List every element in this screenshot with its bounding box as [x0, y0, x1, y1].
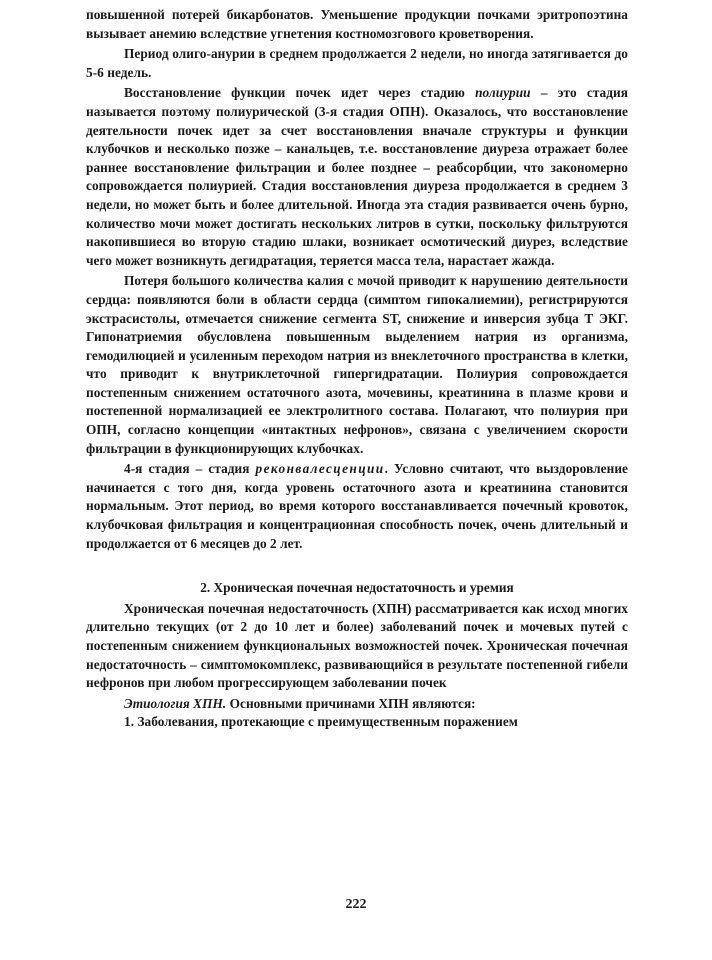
reconvalescence-term: реконвалесценции [255, 461, 385, 477]
etiology-body-text: Основными причинами ХПН являются: [226, 695, 476, 711]
polyuria-term: полиурии [475, 85, 531, 101]
paragraph-bicarbonate: повышенной потерей бикарбонатов. Уменьшение продукции почками эритропоэтина вызывает анемию вследствие угнетения костномозгового кроветворения. [86, 7, 628, 41]
paragraph-polyuria-stage [86, 84, 628, 270]
reconvalescence-intro-text: 4-я стадия – стадия [124, 461, 256, 477]
polyuria-intro-text: Восстановление функции почек идет через стадию [124, 85, 476, 101]
section-heading: 2. Хроническая почечная недостаточность и уремия [200, 580, 514, 596]
paragraph-reconvalescence [86, 460, 628, 553]
paragraph-etiology [86, 695, 628, 714]
page-number: 222 [345, 897, 367, 912]
paragraph-list-item-1: 1. Заболевания, протекающие с преимущественным поражением [124, 714, 518, 730]
paragraph-oliguria-period: Период олиго-анурии в среднем продолжается 2 недели, но иногда затягивается до 5-6 недель. [86, 46, 628, 80]
paragraph-chronic-definition: Хроническая почечная недостаточность (ХПН) рассматривается как исход многих длительно текущих (от 2 до 10 лет и более) заболеваний почек и мочевых путей с постепенным снижением функциональных возможностей почек. Хроническая почечная недостаточность – симптомокомплекс, развивающийся в результате постепенной гибели нефронов при любом прогрессирующем заболевании почек [86, 600, 628, 691]
page-body [86, 6, 628, 732]
paragraph-potassium-loss: Потеря большого количества калия с мочой приводит к нарушению деятельности сердца: появляются боли в области сердца (симптом гипокалиемии), регистрируются экстрасистолы, отмечается снижение сегмента ST, снижение и инверсия зубца Т ЭКГ. Гипонатриемия обусловлена повышенным выделением натрия из организма, гемодилюцией и усиленным переходом натрия из внеклеточного пространства в клетки, что приводит к внутриклеточной гипергидратации. Полиурия сопровождается постепенным снижением остаточного азота, мочевины, креатинина в плазме крови и постепенной нормализацией ее электролитного состава. Полагают, что полиурия при ОПН, согласно концепции «интактных нефронов», связана с увеличением скорости фильтрации в функционирующих клубочках. [86, 273, 628, 456]
reconvalescence-body-text: . Условно считают, что выздоровление начинается с того дня, когда уровень остаточного азота и креатинина становится нормальным. Этот период, во время которого восстанавливается почечный кровоток, клубочковая фильтрация и концентрационная способность почек, очень длительный и продолжается от 6 месяцев до 2 лет. [86, 461, 628, 551]
etiology-term: Этиология ХПН. [124, 695, 227, 711]
polyuria-body-text: – это стадия называется поэтому полиурической (3-я стадия ОПН). Оказалось, что восстановление деятельности почек идет за счет восстановления вначале структуры и функции клубочков и несколько позже – канальцев, т.е. восстановление диуреза отражает более раннее восстановление фильтрации и более позднее – реабсорбции, что закономерно сопровождается полиурией. Стадия восстановления диуреза продолжается в среднем 3 недели, но может быть и более длительной. Иногда эта стадия развивается очень бурно, количество мочи может достигать нескольких литров в сутки, поскольку фильтруются накопившиеся во вторую стадию шлаки, возникает осмотический диурез, вследствие чего может возникнуть дегидратация, теряется масса тела, нарастает жажда. [86, 85, 628, 268]
